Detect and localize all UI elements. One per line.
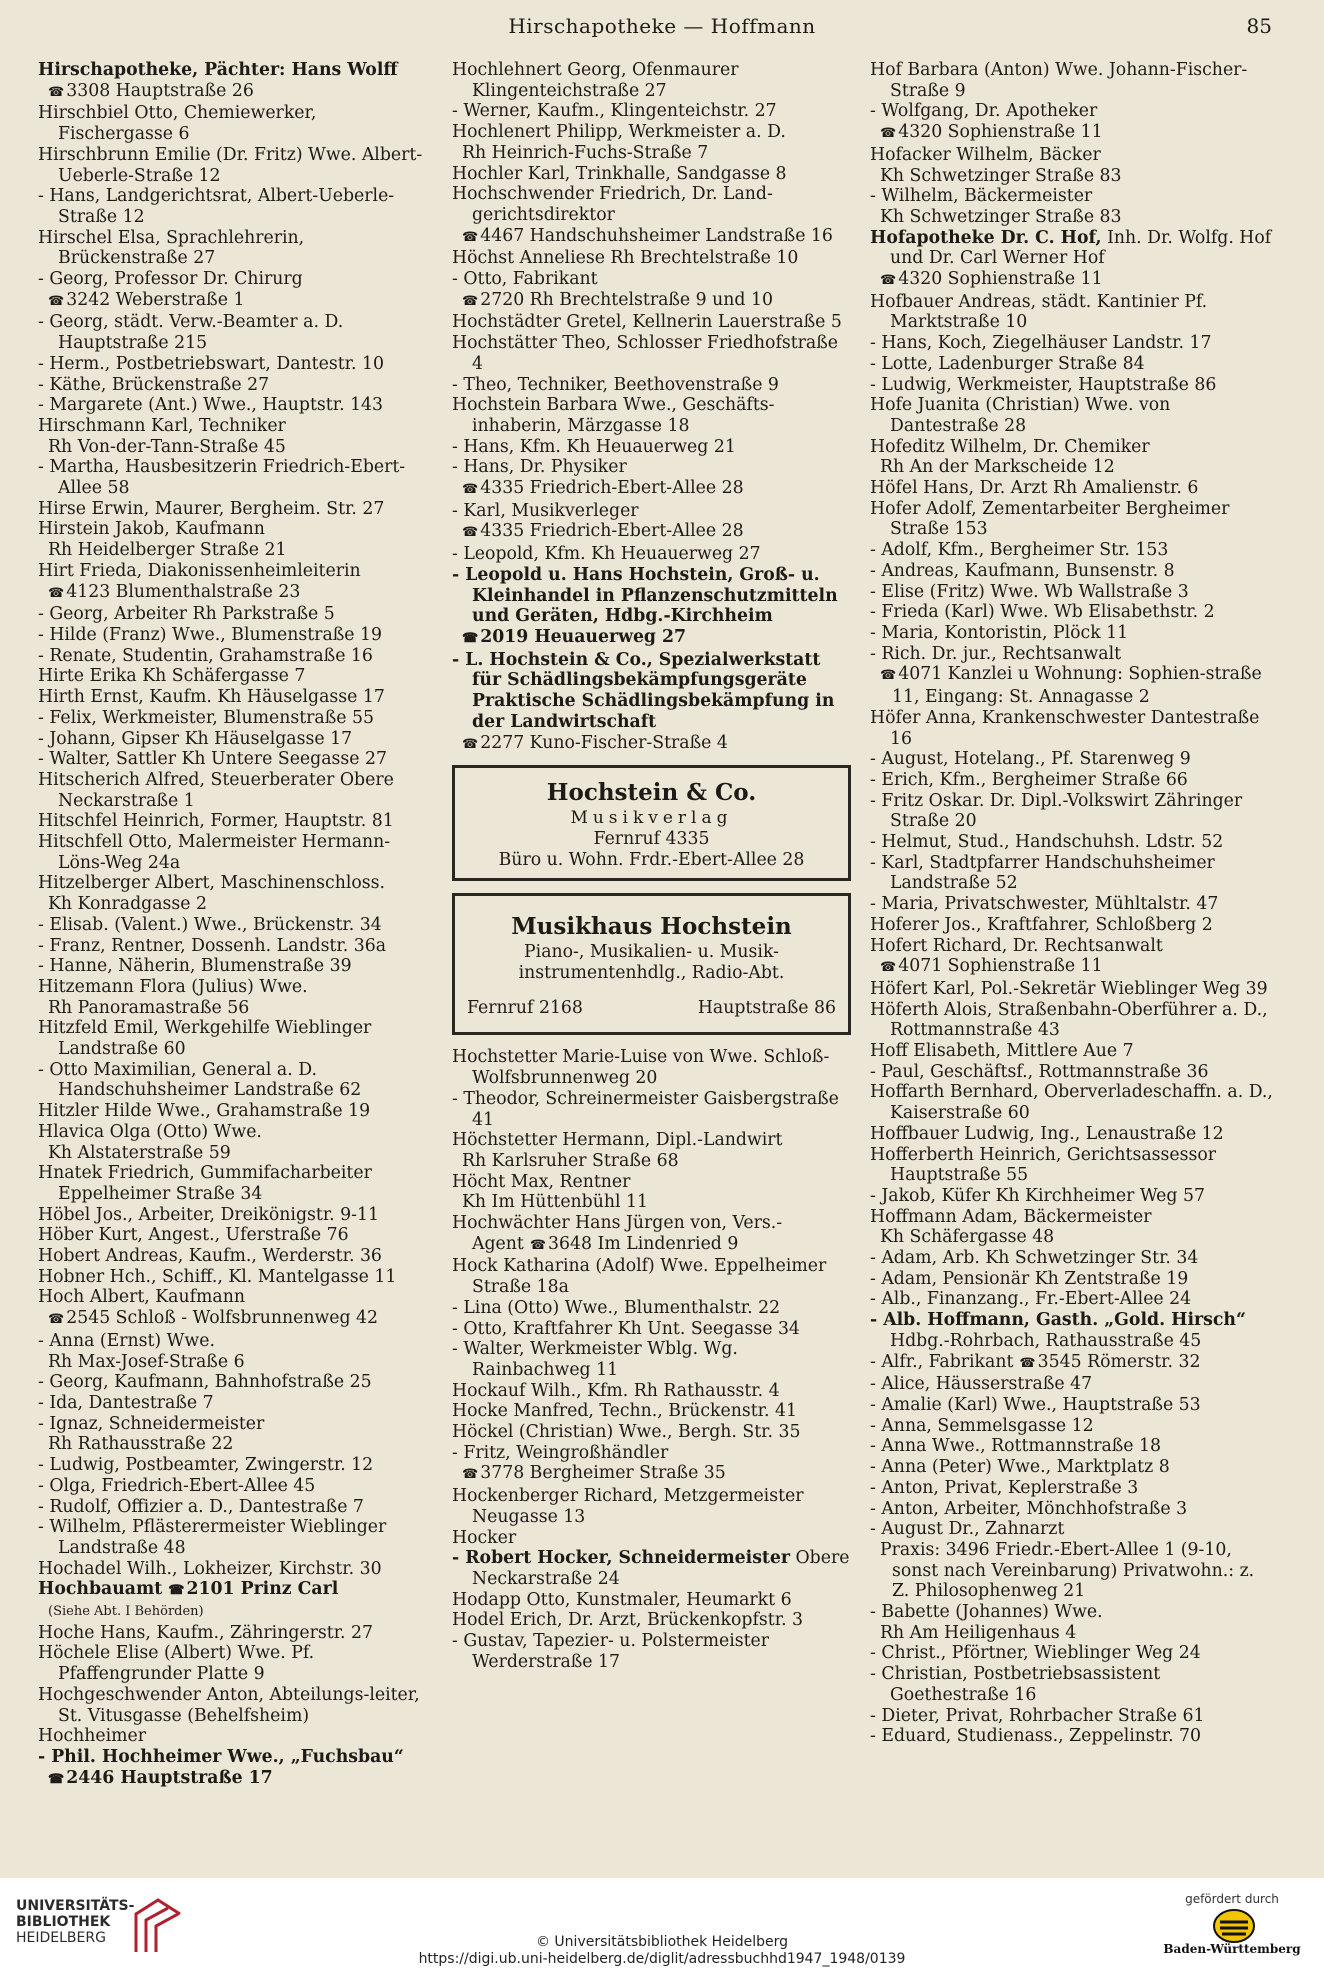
directory-entry: - Theodor, Schreinermeister Gaisbergstraße 41 (452, 1088, 839, 1130)
viewer-footer (0, 1878, 1324, 1973)
directory-entry: - Rich. Dr. jur., Rechtsanwalt (870, 643, 1122, 664)
directory-entry: - Otto Maximilian, General a. D. Handschuhsheimer Landstraße 62 (38, 1059, 362, 1101)
directory-entry: - Otto, Fabrikant (452, 269, 598, 290)
directory-entry: Höcht Max, Rentner (452, 1171, 631, 1192)
directory-entry: Hitzfeld Emil, Werkgehilfe Wieblinger Landstraße 60 (38, 1018, 372, 1060)
telephone-icon: ☎ (462, 630, 477, 646)
directory-entry: Hirschmann Karl, Techniker (38, 415, 286, 436)
directory-entry: Höckel (Christian) Wwe., Bergh. Str. 35 (452, 1422, 801, 1443)
directory-entry: Rh Panoramastraße 56 (48, 997, 250, 1018)
telephone-icon: ☎ (462, 482, 477, 498)
directory-entry: ☎ 4320 Sophienstraße 11 (880, 269, 1103, 290)
directory-entry: - Martha, Hausbesitzerin Friedrich-Ebert-Allee 58 (38, 457, 406, 499)
directory-entry: - Hanne, Näherin, Blumenstraße 39 (38, 956, 352, 977)
advert-phone: Fernruf 4335 (593, 828, 710, 849)
directory-entry: - Karl, Musikverleger (452, 500, 639, 521)
library-name-line: BIBLIOTHEK (16, 1914, 111, 1930)
directory-entry: Kh Alstaterstraße 59 (48, 1142, 231, 1163)
directory-entry: Hoferer Jos., Kraftfahrer, Schloßberg 2 (870, 914, 1213, 935)
directory-entry: Hoffarth Bernhard, Oberverladeschaffn. a. D., Kaiserstraße 60 (870, 1082, 1273, 1124)
library-name-line: HEIDELBERG (16, 1930, 106, 1946)
funded-by-label: gefördert durch (1185, 1892, 1279, 1906)
telephone-icon: ☎ (48, 585, 63, 601)
directory-entry: ☎ 3308 Hauptstraße 26 (48, 80, 254, 101)
directory-entry: Hirschbiel Otto, Chemiewerker, Fischergasse 6 (38, 103, 317, 145)
directory-entry: - Alfr., Fabrikant ☎ 3545 Römerstr. 32 (870, 1351, 1201, 1372)
directory-entry: - Babette (Johannes) Wwe. (870, 1602, 1103, 1623)
directory-entry: Hochwächter Hans Jürgen von, Vers.-Agent ☎ 3648 Im Lindenried 9 (452, 1213, 783, 1254)
directory-entry: Hofbauer Andreas, städt. Kantinier Pf. Marktstraße 10 (870, 291, 1208, 333)
directory-entry: - Elise (Fritz) Wwe. Wb Wallstraße 3 (870, 581, 1189, 602)
directory-entry: - Herm., Postbetriebswart, Dantestr. 10 (38, 353, 384, 374)
directory-column-2 (452, 60, 851, 1673)
directory-entry: - Dieter, Privat, Rohrbacher Straße 61 (870, 1705, 1205, 1726)
directory-entry: Hnatek Friedrich, Gummifacharbeiter Eppelheimer Straße 34 (38, 1163, 372, 1204)
directory-entry: - Walter, Sattler Kh Untere Seegasse 27 (38, 749, 387, 770)
telephone-icon: ☎ (48, 1312, 63, 1328)
directory-entry: Hocke Manfred, Techn., Brückenstr. 41 (452, 1401, 797, 1422)
telephone-icon: ☎ (1019, 1355, 1034, 1371)
entry-bold-part: - Alb. Hoffmann, Gasth. „Gold. Hirsch“ (870, 1310, 1246, 1331)
directory-entry: Praxis: 3496 Friedr.-Ebert-Allee 1 (9-10, sonst nach Vereinbarung) Privatwohn.: z. Z. Philosophenweg 21 (880, 1539, 1255, 1602)
advert-hochstein-musikverlag (452, 765, 851, 881)
directory-entry: Hofapotheke Dr. C. Hof, Inh. Dr. Wolfg. Hof und Dr. Carl Werner Hof (870, 227, 1272, 269)
directory-entry: Hitzler Hilde Wwe., Grahamstraße 19 (38, 1101, 371, 1122)
directory-entry: - Otto, Kraftfahrer Kh Unt. Seegasse 34 (452, 1318, 800, 1339)
directory-entry: - Wolfgang, Dr. Apotheker (870, 101, 1098, 122)
directory-entry: Höfer Anna, Krankenschwester Dantestraße 16 (870, 707, 1260, 749)
directory-entry: ☎ 4335 Friedrich-Ebert-Allee 28 (462, 478, 744, 499)
directory-entry: - Elisab. (Valent.) Wwe., Brückenstr. 34 (38, 914, 382, 935)
directory-entry: ☎ 2277 Kuno-Fischer-Straße 4 (462, 732, 728, 753)
directory-entry: Hoch Albert, Kaufmann (38, 1287, 245, 1308)
directory-entry: Hochstein Barbara Wwe., Geschäfts-inhaberin, Märzgasse 18 (452, 395, 775, 436)
directory-entry: - Christ., Pförtner, Wieblinger Weg 24 (870, 1643, 1201, 1664)
entry-bold-part: - Robert Hocker, Schneidermeister (452, 1548, 791, 1569)
directory-entry: ☎ 2720 Rh Brechtelstraße 9 und 10 (462, 289, 773, 310)
directory-entry: Hirt Frieda, Diakonissenheimleiterin (38, 560, 361, 581)
directory-entry: Hirschbrunn Emilie (Dr. Fritz) Wwe. Albert-Ueberle-Straße 12 (38, 144, 423, 186)
directory-entry: - Paul, Geschäftsf., Rottmannstraße 36 (870, 1061, 1209, 1082)
directory-entry: - Lotte, Ladenburger Straße 84 (870, 353, 1145, 374)
directory-entry: - Gustav, Tapezier- u. Polstermeister Werderstraße 17 (452, 1631, 770, 1672)
directory-entry: - Franz, Rentner, Dossenh. Landstr. 36a (38, 935, 387, 956)
directory-entry: - Renate, Studentin, Grahamstraße 16 (38, 645, 373, 666)
directory-entry: - Helmut, Stud., Handschuhsh. Ldstr. 52 (870, 832, 1224, 853)
directory-entry: - Amalie (Karl) Wwe., Hauptstraße 53 (870, 1395, 1201, 1415)
directory-entry: - Wilhelm, Bäckermeister (870, 186, 1093, 207)
directory-entry: - Adam, Pensionär Kh Zentstraße 19 (870, 1268, 1189, 1289)
directory-entry: Höchele Elise (Albert) Wwe. Pf. Pfaffengrunder Platte 9 (38, 1643, 315, 1685)
advert-phone: Fernruf 2168 (467, 997, 583, 1018)
directory-entry: Hitzemann Flora (Julius) Wwe. (38, 976, 308, 997)
telephone-icon: ☎ (48, 293, 63, 309)
directory-entry: - Maria, Kontoristin, Plöck 11 (870, 622, 1129, 643)
permalink[interactable]: https://digi.ub.uni-heidelberg.de/diglit/adressbuchhd1947_1948/0139 (418, 1951, 906, 1967)
directory-entry: - Fritz Oskar. Dr. Dipl.-Volkswirt Zähringer Straße 20 (870, 790, 1243, 832)
directory-entry: - Olga, Friedrich-Ebert-Allee 45 (38, 1475, 316, 1496)
directory-entry: - Frieda (Karl) Wwe. Wb Elisabethstr. 2 (870, 602, 1215, 623)
directory-entry: Kh Schwetzinger Straße 83 (880, 165, 1122, 186)
directory-entry: - L. Hochstein & Co., Spezialwerkstatt für Schädlingsbekämpfungsgeräte Praktische Schädlingsbekämpfung in der Landwirtschaft (452, 649, 835, 732)
directory-entry: Kh Im Hüttenbühl 11 (462, 1192, 649, 1213)
directory-entry: Hochadel Wilh., Lokheizer, Kirchstr. 30 (38, 1558, 382, 1579)
advert-line: instrumentenhdlg., Radio-Abt. (518, 963, 785, 984)
directory-entry: (Siehe Abt. I Behörden) (48, 1604, 204, 1620)
directory-entry: - Adam, Arb. Kh Schwetzinger Str. 34 (870, 1248, 1199, 1269)
directory-entry: - Hans, Kfm. Kh Heuauerweg 21 (452, 436, 736, 457)
directory-entry: Rh Max-Josef-Straße 6 (48, 1351, 245, 1372)
directory-entry: Hoffmann Adam, Bäckermeister (870, 1206, 1152, 1227)
directory-entry: Hitscherich Alfred, Steuerberater Obere Neckarstraße 1 (38, 769, 394, 811)
directory-entry: - Hans, Landgerichtsrat, Albert-Ueberle-Straße 12 (38, 186, 395, 227)
directory-entry: Hofer Adolf, Zementarbeiter Bergheimer Straße 153 (870, 498, 1230, 540)
directory-entry: Hirschel Elsa, Sprachlehrerin, Brückenstraße 27 (38, 227, 305, 269)
directory-entry: - Phil. Hochheimer Wwe., „Fuchsbau“ (38, 1746, 404, 1767)
directory-entry: - Ida, Dantestraße 7 (38, 1393, 214, 1413)
directory-entry: Hobert Andreas, Kaufm., Werderstr. 36 (38, 1246, 382, 1267)
telephone-icon: ☎ (462, 736, 477, 752)
page-number: 85 (1246, 14, 1272, 38)
directory-entry: ☎ 2019 Heuauerweg 27 (462, 626, 687, 647)
advert-line: Piano-, Musikalien- u. Musik- (524, 942, 779, 963)
telephone-icon: ☎ (48, 1771, 63, 1787)
advert-line: Musikverlag (570, 808, 733, 829)
directory-entry: Hodapp Otto, Kunstmaler, Heumarkt 6 (452, 1589, 792, 1610)
directory-entry: - Anna Wwe., Rottmannstraße 18 (870, 1436, 1162, 1457)
advert-address: Büro u. Wohn. Frdr.-Ebert-Allee 28 (498, 849, 805, 870)
directory-entry: - Anna, Semmelsgasse 12 (870, 1415, 1094, 1436)
directory-entry: ☎ 4467 Handschuhsheimer Landstraße 16 (462, 225, 833, 246)
copyright-notice (0, 1934, 1324, 1968)
directory-entry: - August, Hotelang., Pf. Starenweg 9 (870, 749, 1191, 770)
directory-entry: - Georg, Arbeiter Rh Parkstraße 5 (38, 604, 335, 625)
directory-entry: Hofe Juanita (Christian) Wwe. von Dantestraße 28 (870, 395, 1171, 436)
directory-entry: - Walter, Werkmeister Wblg. Wg. Rainbachweg 11 (452, 1339, 738, 1380)
telephone-icon: ☎ (48, 84, 63, 100)
telephone-icon: ☎ (880, 668, 895, 684)
directory-entry: - Georg, städt. Verw.-Beamter a. D. Hauptstraße 215 (38, 312, 344, 354)
directory-entry: Kh Schäfergasse 48 (880, 1227, 1055, 1248)
directory-entry: Hochheimer (38, 1726, 147, 1747)
directory-entry: - Adolf, Kfm., Bergheimer Str. 153 (870, 540, 1169, 561)
directory-entry: Hirstein Jakob, Kaufmann (38, 519, 265, 540)
directory-entry: Hodel Erich, Dr. Arzt, Brückenkopfstr. 3 (452, 1610, 804, 1631)
directory-entry: - Felix, Werkmeister, Blumenstraße 55 (38, 707, 374, 728)
directory-entry: Rh Am Heiligenhaus 4 (880, 1622, 1077, 1643)
directory-entry: ☎ 4071 Sophienstraße 11 (880, 956, 1103, 977)
directory-entry: - Anton, Arbeiter, Mönchhofstraße 3 (870, 1498, 1188, 1519)
directory-entry: Höfel Hans, Dr. Arzt Rh Amalienstr. 6 (870, 478, 1199, 499)
advert-address: Hauptstraße 86 (697, 997, 836, 1018)
directory-entry: Rh Von-der-Tann-Straße 45 (48, 436, 286, 457)
telephone-icon: ☎ (462, 525, 477, 541)
directory-entry: - Jakob, Küfer Kh Kirchheimer Weg 57 (870, 1185, 1205, 1206)
directory-entry: Höbel Jos., Arbeiter, Dreikönigstr. 9-11 (38, 1204, 379, 1225)
directory-entry: Höber Kurt, Angest., Uferstraße 76 (38, 1225, 349, 1246)
telephone-icon: ☎ (529, 1237, 545, 1253)
directory-entry: Rh Karlsruher Straße 68 (462, 1150, 679, 1171)
directory-entry: ☎ 4320 Sophienstraße 11 (880, 122, 1103, 143)
running-header: Hirschapotheke — Hoffmann (508, 14, 816, 38)
directory-entry: - Georg, Professor Dr. Chirurg (38, 269, 303, 290)
directory-entry: - Eduard, Studienass., Zeppelinstr. 70 (870, 1726, 1202, 1747)
directory-entry: Höfert Karl, Pol.-Sekretär Wieblinger Weg 39 (870, 978, 1268, 999)
directory-entry: ☎ 4123 Blumenthalstraße 23 (48, 581, 301, 602)
directory-entry: Hofacker Wilhelm, Bäcker (870, 144, 1101, 165)
directory-entry: - Alb., Finanzang., Fr.-Ebert-Allee 24 (870, 1289, 1192, 1310)
directory-entry: Kh Konradgasse 2 (48, 894, 207, 915)
directory-entry: - Theo, Techniker, Beethovenstraße 9 (452, 374, 779, 395)
directory-entry: ☎ 3778 Bergheimer Straße 35 (462, 1463, 726, 1484)
directory-entry: Hoff Elisabeth, Mittlere Aue 7 (870, 1041, 1134, 1062)
directory-entry: Rh Rathausstraße 22 (48, 1434, 234, 1455)
directory-entry: - Maria, Privatschwester, Mühltalstr. 47 (870, 894, 1219, 915)
directory-entry: - Anton, Privat, Keplerstraße 3 (870, 1477, 1139, 1498)
directory-entry: Hitschfell Otto, Malermeister Hermann-Löns-Weg 24a (38, 832, 391, 873)
directory-entry: ☎ 2446 Hauptstraße 17 (48, 1767, 273, 1788)
directory-column-1 (38, 60, 433, 1790)
directory-entry: Hochlehnert Georg, Ofenmaurer Klingenteichstraße 27 (452, 60, 739, 101)
directory-entry: Hofeditz Wilhelm, Dr. Chemiker (870, 436, 1150, 457)
directory-entry: - Ludwig, Werkmeister, Hauptstraße 86 (870, 374, 1217, 395)
directory-entry: Hochler Karl, Trinkhalle, Sandgasse 8 (452, 163, 787, 184)
directory-entry: Hochstädter Gretel, Kellnerin Lauerstraße 5 (452, 312, 842, 333)
directory-entry: Höchstetter Hermann, Dipl.-Landwirt (452, 1130, 783, 1151)
advert-company-name: Musikhaus Hochstein (511, 913, 792, 941)
directory-entry: Rh Heidelberger Straße 21 (48, 540, 287, 561)
directory-entry: Hitschfel Heinrich, Former, Hauptstr. 81 (38, 811, 394, 832)
directory-entry: - Georg, Kaufmann, Bahnhofstraße 25 (38, 1372, 372, 1393)
directory-entry: - Leopold u. Hans Hochstein, Groß- u. Kleinhandel in Pflanzenschutzmitteln und Geräten, Hdbg.-Kirchheim (452, 564, 838, 627)
advert-musikhaus-hochstein (452, 893, 851, 1035)
directory-entry: ☎ 3242 Weberstraße 1 (48, 289, 245, 310)
directory-entry: - Erich, Kfm., Bergheimer Straße 66 (870, 769, 1188, 790)
directory-entry: - Robert Hocker, Schneidermeister Obere Neckarstraße 24 (452, 1548, 850, 1589)
directory-entry: - Ludwig, Postbeamter, Zwingerstr. 12 (38, 1455, 374, 1476)
telephone-icon: ☎ (880, 960, 895, 976)
directory-column-3 (870, 60, 1275, 1747)
directory-entry: Hlavica Olga (Otto) Wwe. (38, 1121, 262, 1142)
directory-entry: Hochstetter Marie-Luise von Wwe. Schloß-Wolfsbrunnenweg 20 (452, 1047, 830, 1089)
directory-entry: - Lina (Otto) Wwe., Blumenthalstr. 22 (452, 1297, 781, 1318)
directory-entry: Hochlenert Philipp, Werkmeister a. D. (452, 122, 786, 143)
directory-entry: - Andreas, Kaufmann, Bunsenstr. 8 (870, 560, 1175, 581)
directory-entry: ☎ 2545 Schloß - Wolfsbrunnenweg 42 (48, 1308, 379, 1329)
directory-entry: Kh Schwetzinger Straße 83 (880, 206, 1122, 227)
directory-entry: Hof Barbara (Anton) Wwe. Johann-Fischer-Straße 9 (870, 60, 1248, 101)
telephone-icon: ☎ (880, 273, 895, 289)
directory-entry: - Fritz, Weingroßhändler (452, 1442, 669, 1463)
directory-entry: - Anna (Peter) Wwe., Marktplatz 8 (870, 1457, 1170, 1478)
directory-entry: Hirth Ernst, Kaufm. Kh Häuselgasse 17 (38, 687, 385, 708)
directory-entry: Hocker (452, 1527, 517, 1548)
state-crest-icon (1212, 1908, 1256, 1944)
directory-entry: - Wilhelm, Pflästerermeister Wieblinger Landstraße 48 (38, 1517, 387, 1558)
telephone-icon: ☎ (462, 1467, 477, 1483)
directory-entry: Hochbauamt ☎ 2101 Prinz Carl (38, 1579, 339, 1600)
telephone-icon: ☎ (462, 293, 477, 309)
telephone-icon: ☎ (880, 126, 895, 142)
directory-entry: Hochgeschwender Anton, Abteilungs-leiter, St. Vitusgasse (Behelfsheim) (38, 1684, 420, 1726)
directory-entry: Hochschwender Friedrich, Dr. Land-gerichtsdirektor (452, 184, 773, 225)
directory-entry: Höferth Alois, Straßenbahn-Oberführer a. D., Rottmannstraße 43 (870, 999, 1268, 1041)
directory-entry: Hitzelberger Albert, Maschinenschloss. (38, 873, 386, 894)
directory-entry: - Margarete (Ant.) Wwe., Hauptstr. 143 (38, 395, 384, 416)
directory-entry: Hirte Erika Kh Schäfergasse 7 (38, 666, 306, 687)
directory-entry: - Ignaz, Schneidermeister (38, 1413, 265, 1434)
directory-entry: Rh Heinrich-Fuchs-Straße 7 (462, 142, 709, 163)
directory-entry: Hofferberth Heinrich, Gerichtsassessor Hauptstraße 55 (870, 1144, 1217, 1186)
directory-entry: ☎ 4335 Friedrich-Ebert-Allee 28 (462, 521, 744, 542)
directory-entry: Hirse Erwin, Maurer, Bergheim. Str. 27 (38, 498, 385, 519)
directory-entry: - Johann, Gipser Kh Häuselgasse 17 (38, 728, 353, 749)
directory-entry: Hockenberger Richard, Metzgermeister Neugasse 13 (452, 1486, 804, 1527)
directory-entry: - Alice, Häusserstraße 47 (870, 1374, 1093, 1395)
directory-entry: Hoche Hans, Kaufm., Zähringerstr. 27 (38, 1622, 374, 1643)
entry-bold-part: Hofapotheke Dr. C. Hof, (870, 227, 1102, 248)
directory-entry: - Werner, Kaufm., Klingenteichstr. 27 (452, 101, 777, 122)
directory-entry: - Christian, Postbetriebsassistent Goethestraße 16 (870, 1664, 1161, 1705)
library-name-line: UNIVERSITÄTS- (16, 1898, 135, 1914)
advert-company-name: Hochstein & Co. (546, 779, 757, 807)
directory-entry: Hirschapotheke, Pächter: Hans Wolff (38, 60, 398, 80)
directory-entry: - Leopold, Kfm. Kh Heuauerweg 27 (452, 544, 761, 565)
directory-entry: Höchst Anneliese Rh Brechtelstraße 10 (452, 248, 799, 269)
directory-entry: Hoffbauer Ludwig, Ing., Lenaustraße 12 (870, 1123, 1224, 1144)
directory-entry: - Hilde (Franz) Wwe., Blumenstraße 19 (38, 624, 382, 645)
directory-entry: Hockauf Wilh., Kfm. Rh Rathausstr. 4 (452, 1380, 780, 1401)
directory-entry: - Anna (Ernst) Wwe. (38, 1330, 215, 1351)
telephone-icon: ☎ (462, 229, 477, 245)
directory-entry: - Hans, Dr. Physiker (452, 457, 627, 478)
directory-entry: Hofert Richard, Dr. Rechtsanwalt (870, 935, 1163, 956)
directory-entry: Hobner Hch., Schiff., Kl. Mantelgasse 11 (38, 1266, 397, 1287)
directory-entry: - Hans, Koch, Ziegelhäuser Landstr. 17 (870, 333, 1212, 354)
directory-entry: - Karl, Stadtpfarrer Handschuhsheimer Landstraße 52 (870, 852, 1215, 894)
directory-entry: Rh An der Markscheide 12 (880, 457, 1115, 478)
directory-entry: ☎ 4071 Kanzlei u Wohnung: Sophien-straße 11, Eingang: St. Annagasse 2 (880, 664, 1262, 708)
directory-entry: - August Dr., Zahnarzt (870, 1519, 1065, 1540)
directory-entry: Hochstätter Theo, Schlosser Friedhofstraße 4 (452, 333, 838, 374)
copyright-text: © Universitätsbibliothek Heidelberg (535, 1934, 788, 1950)
directory-entry: - Käthe, Brückenstraße 27 (38, 374, 270, 395)
state-name: Baden-Württemberg (1163, 1942, 1301, 1956)
telephone-icon: ☎ (168, 1583, 183, 1599)
directory-entry: Hock Katharina (Adolf) Wwe. Eppelheimer Straße 18a (452, 1256, 827, 1298)
directory-entry: - Alb. Hoffmann, Gasth. „Gold. Hirsch“ Hdbg.-Rohrbach, Rathausstraße 45 (870, 1310, 1246, 1351)
directory-entry: - Rudolf, Offizier a. D., Dantestraße 7 (38, 1496, 364, 1517)
